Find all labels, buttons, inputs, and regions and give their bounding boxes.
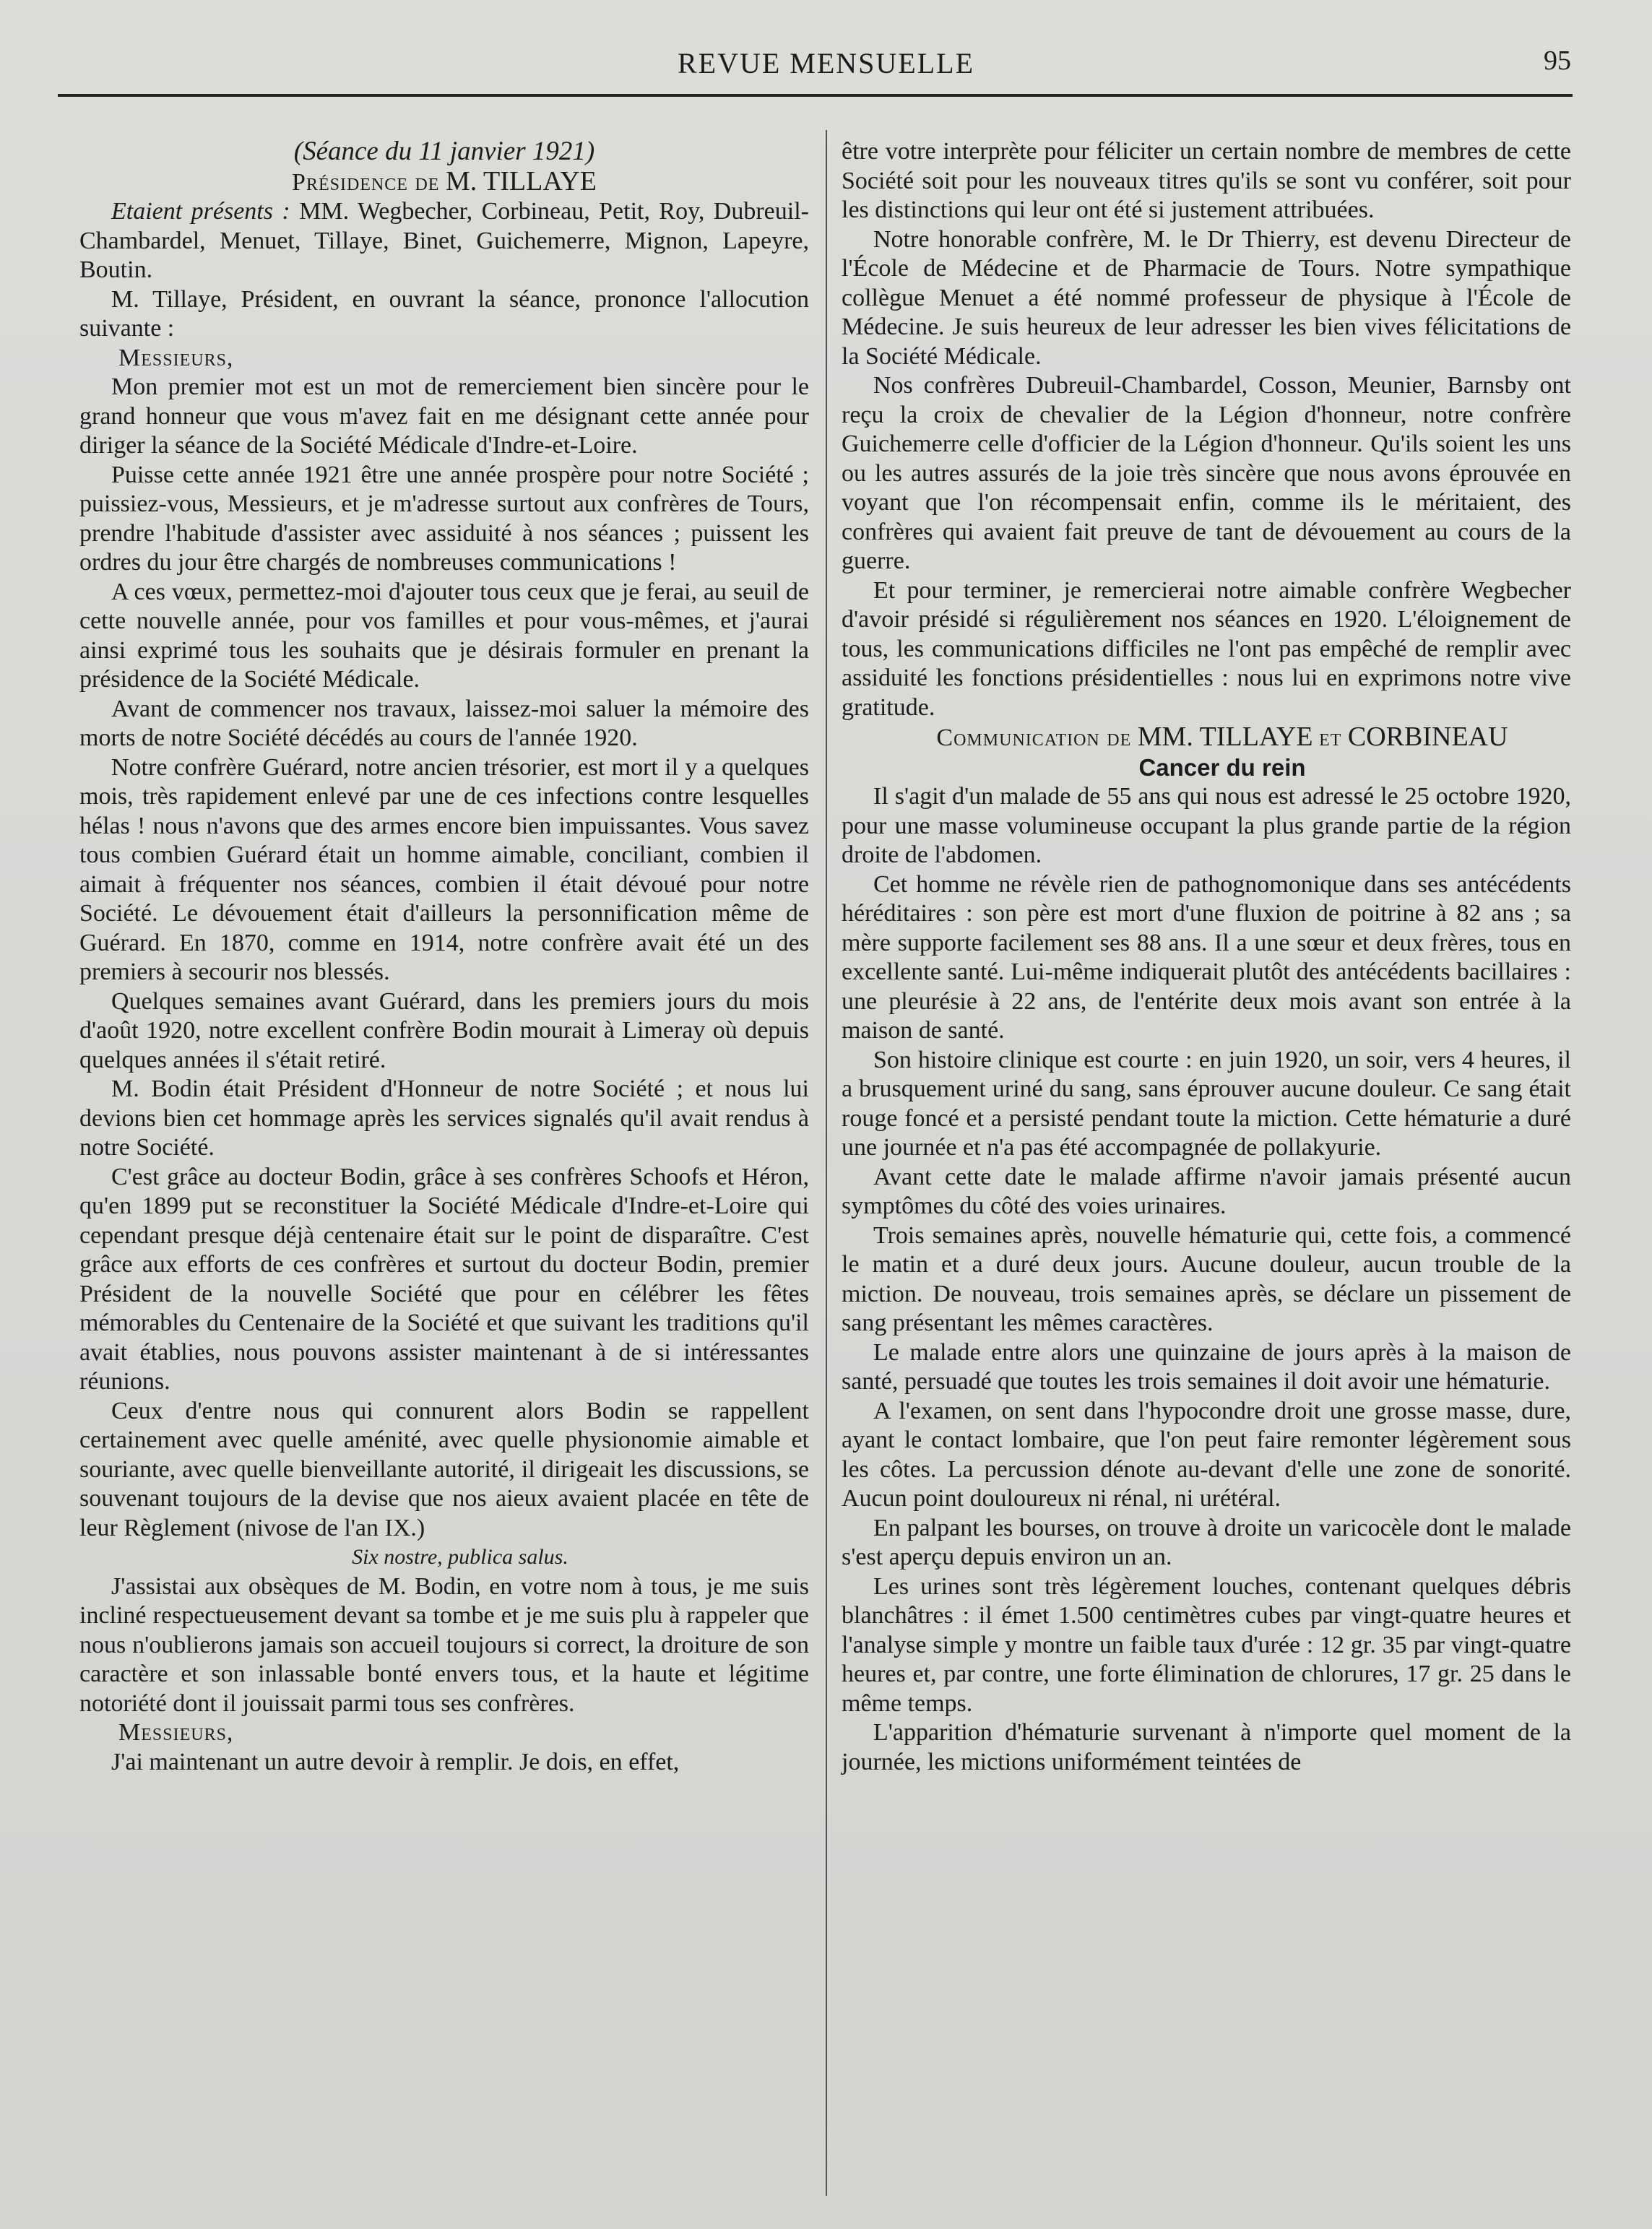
presidency-line [79, 167, 809, 198]
communication-and: et [1319, 724, 1342, 751]
continuation-paragraph: être votre interprète pour féliciter un certain nombre de membres de cette Société soit pour les nouveaux titres qu'ils se sont vu conférer, soit pour les distinctions qui leur ont été si justement attribuées. [842, 138, 1571, 223]
right-column [842, 137, 1571, 1777]
salutation: Messieurs, [118, 1719, 234, 1746]
paragraph: Et pour terminer, je remercierai notre aimable confrère Wegbecher d'avoir présidé si régulièrement nos séances en 1920. L'éloignement de tous, les communications difficiles ne l'ont pas empêché de remplir avec assiduité les fonctions présidentielles : nous lui en exprimons notre vive gratitude. [842, 576, 1571, 721]
column-divider [826, 130, 827, 2196]
presidency-label: Présidence de [292, 168, 440, 196]
latin-motto: Six nostre, publica salus. [352, 1545, 568, 1569]
communication-author: MM. TILLAYE [1137, 722, 1313, 752]
article-paragraph: L'apparition d'hématurie survenant à n'importe quel moment de la journée, les mictions uniformément teintées de [842, 1719, 1571, 1775]
paragraph: J'assistai aux obsèques de M. Bodin, en votre nom à tous, je me suis incliné respectueusement devant sa tombe et je me suis plu à rappeler que nous n'oublierons jamais son accueil toujours si correct, la droiture de son caractère et son inlassable bonté envers tous, et la haute et légitime notoriété dont il jouissait parmi tous ses confrères. [79, 1572, 809, 1717]
attendees-paragraph [79, 197, 809, 285]
paragraph: Notre confrère Guérard, notre ancien trésorier, est mort il y a quelques mois, très rapidement enlevé par une de ces infections contre lesquelles hélas ! nous n'avons que des armes encore bien impuissantes. Vous savez tous combien Guérard était un homme aimable, conciliant, combien il aimait à fréquenter nos séances, combien il était dévoué pour notre Société. Le dévouement était d'ailleurs la personnification même de Guérard. En 1870, comme en 1914, notre confrère avait été un des premiers à secourir nos blessés. [79, 753, 809, 985]
left-column [79, 137, 809, 1777]
article-paragraph: Il s'agit d'un malade de 55 ans qui nous est adressé le 25 octobre 1920, pour une masse volumineuse occupant la plus grande partie de la région droite de l'abdomen. [842, 783, 1571, 868]
communication-label: Communication de [936, 724, 1132, 751]
attendees-text: MM. Wegbecher, Corbineau, Petit, Roy, Dubreuil-Chambardel, Menuet, Tillaye, Binet, Guichemerre, Mignon, Lapeyre, Boutin. [79, 198, 809, 283]
paragraph: M. Bodin était Président d'Honneur de notre Société ; et nous lui devions bien cet hommage après les services signalés qu'il avait rendus à notre Société. [79, 1075, 809, 1161]
paragraph: Avant de commencer nos travaux, laissez-moi saluer la mémoire des morts de notre Société décédés au cours de l'année 1920. [79, 695, 809, 751]
journal-title: REVUE MENSUELLE [677, 47, 975, 79]
paragraph: C'est grâce au docteur Bodin, grâce à ses confrères Schoofs et Héron, qu'en 1899 put se reconstituer la Société Médicale d'Indre-et-Loire qui cependant presque déjà centenaire était sur le point de disparaître. C'est grâce aux efforts de ces confrères et surtout du docteur Bodin, premier Président de la nouvelle Société que pour en célébrer les fêtes mémorables du Centenaire de la Société et que suivant les traditions qu'il avait établies, nous pouvons assister maintenant à de si intéressantes réunions. [79, 1163, 809, 1395]
article-paragraph: A l'examen, on sent dans l'hypocondre droit une grosse masse, dure, ayant le contact lombaire, que l'on peut faire remonter légèrement sous les côtes. La percussion dénote au-devant d'elle une zone de sonorité. Aucun point douloureux ni rénal, ni urétéral. [842, 1397, 1571, 1512]
paragraph: Mon premier mot est un mot de remerciement bien sincère pour le grand honneur que vous m'avez fait en me désignant cette année pour diriger la séance de la Société Médicale d'Indre-et-Loire. [79, 373, 809, 459]
header-rule [58, 94, 1573, 97]
article-title: Cancer du rein [1138, 753, 1306, 781]
intro-paragraph: M. Tillaye, Président, en ouvrant la séance, prononce l'allocution suivante : [79, 285, 809, 342]
paragraph: J'ai maintenant un autre devoir à remplir. Je dois, en effet, [111, 1748, 680, 1775]
attendees-label: Etaient présents : [111, 198, 290, 225]
paragraph: A ces vœux, permettez-moi d'ajouter tous ceux que je ferai, au seuil de cette nouvelle année, pour vos familles et pour vous-mêmes, et j'aurai ainsi exprimé tous les souhaits que je désirais formuler en prenant la présidence de la Société Médicale. [79, 578, 809, 693]
paragraph: Puisse cette année 1921 être une année prospère pour notre Société ; puissiez-vous, Messieurs, et je m'adresse surtout aux confrères de Tours, prendre l'habitude d'assister avec assiduité à nos séances ; puissent les ordres du jour être chargés de nombreuses communications ! [79, 461, 809, 576]
article-paragraph: Le malade entre alors une quinzaine de jours après à la maison de santé, persuadé que toutes les trois semaines il doit avoir une hématurie. [842, 1338, 1571, 1395]
paragraph: Nos confrères Dubreuil-Chambardel, Cosson, Meunier, Barnsby ont reçu la croix de chevalier de la Légion d'honneur, notre confrère Guichemerre celle d'officier de la Légion d'honneur. Qu'ils soient les uns ou les autres assurés de la joie très sincère que nous avons éprouvée en voyant que l'on récompensait enfin, comme ils le méritaient, des confrères qui avaient fait preuve de tant de dévouement au cours de la guerre. [842, 372, 1571, 574]
article-paragraph: Trois semaines après, nouvelle hématurie qui, cette fois, a commencé le matin et a duré deux jours. Aucune douleur, aucun trouble de la miction. De nouveau, trois semaines après, se déclare un pissement de sang présentant les mêmes caractères. [842, 1221, 1571, 1336]
article-paragraph: Cet homme ne révèle rien de pathognomonique dans ses antécédents héréditaires : son père est mort d'une fluxion de poitrine à 82 ans ; sa mère supporte facilement ses 88 ans. Il a une sœur et deux frères, tous en excellente santé. Lui-même indiquerait plutôt des antécédents bacillaires : une pleurésie à 22 ans, de l'entérite deux mois avant son entrée à la maison de santé. [842, 870, 1571, 1044]
communication-heading [842, 722, 1571, 753]
article-paragraph: Avant cette date le malade affirme n'avoir jamais présenté aucun symptômes du côté des voies urinaires. [842, 1163, 1571, 1219]
salutation: Messieurs, [118, 344, 234, 371]
paragraph: Notre honorable confrère, M. le Dr Thierry, est devenu Directeur de l'École de Médecine et de Pharmacie de Tours. Notre sympathique collègue Menuet a été nommé professeur de physique à l'École de Médecine. Je suis heureux de leur adresser les bien vives félicitations de la Société Médicale. [842, 225, 1571, 370]
running-head [0, 42, 1652, 85]
session-title: (Séance du 11 janvier 1921) [293, 137, 595, 166]
article-paragraph: En palpant les bourses, on trouve à droite un varicocèle dont le malade s'est aperçu depuis environ un an. [842, 1514, 1571, 1570]
article-paragraph: Les urines sont très légèrement louches, contenant quelques débris blanchâtres : il émet 1.500 centimètres cubes par vingt-quatre heures et l'analyse simple y montre un faible taux d'urée : 12 gr. 35 par vingt-quatre heures et, par contre, une forte élimination de chlorures, 17 gr. 25 dans le même temps. [842, 1572, 1571, 1717]
article-paragraph: Son histoire clinique est courte : en juin 1920, un soir, vers 4 heures, il a brusquement uriné du sang, sans éprouver aucune douleur. Ce sang était rouge foncé et a persisté pendant toute la miction. Cette hématurie a duré une journée et n'a pas été accompagnée de pollakyurie. [842, 1046, 1571, 1161]
page-number: 95 [1544, 46, 1571, 76]
communication-author: CORBINEAU [1347, 722, 1508, 752]
paragraph: Quelques semaines avant Guérard, dans les premiers jours du mois d'août 1920, notre excellent confrère Bodin mourait à Limeray où depuis quelques années il s'était retiré. [79, 987, 809, 1073]
paragraph: Ceux d'entre nous qui connurent alors Bodin se rappellent certainement avec quelle aménité, avec quelle physionomie aimable et souriante, avec quelle bienveillante autorité, il dirigeait les discussions, se souvenant toujours de la devise que nos aieux avaient placée en tête de leur Règlement (nivose de l'an IX.) [79, 1397, 809, 1541]
president-name: M. TILLAYE [445, 165, 597, 196]
